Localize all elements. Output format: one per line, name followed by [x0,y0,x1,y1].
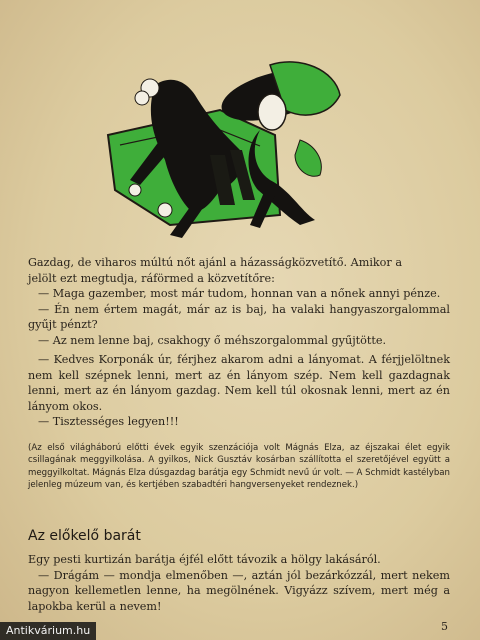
historical-note: (Az első világháború előtti évek egyik szenzációja volt Mágnás Elza, az éjszakai élet egyik csillagának meggyilkolása. A gyilkos, Nick Gusztáv kosárban szállította el szeretőjével együtt a meggyilkoltat. Mágnás Elza dúsgazdag barátja egy Schmidt nevű úr volt. — A Schmidt kastélyban jelenleg múzeum van, és kertjében szabadtéri hangversenyeket rendeznek.) [28,443,450,491]
third-joke-dialog: — Drágám — mondja elmenőben —, aztán jól bezárkózzál, mert nekem nagyon kellemetlen lenne, ha megölnének. Vigyázz szívem, mert még a lapokba kerül a nevem! [28,568,450,613]
third-joke-intro: Egy pesti kurtizán barátja éjfél előtt távozik a hölgy lakásáról. [28,553,381,566]
opening-line-1: Gazdag, de viharos múltú nőt ajánl a házasságközvetítő. Amikor a [28,256,402,269]
opening-line-2: jelölt ezt megtudja, ráförmed a közvetítőre: [28,271,275,285]
third-joke [28,552,450,614]
dialog-line-2: — Én nem értem magát, már az is baj, ha valaki hangyaszorgalommal gyűjt pénzt? [28,302,450,332]
second-joke [28,352,450,430]
page-number: 5 [441,620,448,633]
cartoon-illustration [100,40,350,240]
dialog-line-1: — Maga gazember, most már tudom, honnan van a nőnek annyi pénze. [38,287,441,301]
opening-joke [28,255,450,349]
second-joke-punchline: — Tisztességes legyen!!! [38,415,179,429]
dialog-line-3: — Az nem lenne baj, csakhogy ő méhszorgalommal gyűjtötte. [38,333,387,347]
section-title: Az előkelő barát [28,528,141,544]
watermark: Antikvárium.hu [0,622,96,640]
second-joke-body: — Kedves Korponák úr, férjhez akarom adni a lányomat. A férjjelöltnek nem kell szépnek lenni, mert az én lányom szép. Nem kell gazdagnak lenni, mert az én lányom gazdag. Nem kell túl okosnak lenni, mert az én lányom okos. [28,353,450,413]
